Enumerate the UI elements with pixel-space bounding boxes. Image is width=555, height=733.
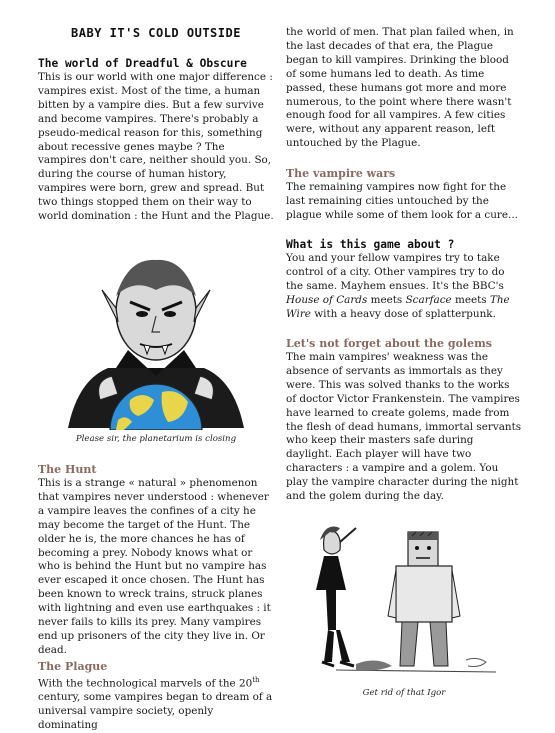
plague-superscript: th (252, 676, 260, 684)
section-text-game (286, 252, 522, 322)
page-title: BABY IT'S COLD OUTSIDE (71, 26, 241, 40)
illustration-vampire-globe (38, 250, 274, 445)
section-heading-hunt: The Hunt (38, 463, 97, 476)
game-text-before: You and your fellow vampires try to take control of a city. Other vampires try to do the same. Mayhem ensues. It's the BBC's (286, 252, 505, 292)
section-text-hunt: This is a strange « natural » phenomenon that vampires never understood : whenever a vampire leaves the confines of a city he may become the target of the Hunt. The older he is, the more chances he has of becoming a prey. Nobody knows what or who is behind the Hunt but no vampire has ever escaped it once chosen. The Hunt has been known to wreck trains, struck planes with lightning and even use earthquakes : it never fails to kills its prey. Many vampires end up prisoners of the city they live in. Or dead. (38, 477, 271, 656)
game-text-mid1: meets (367, 293, 406, 306)
vampire-globe-drawing (38, 250, 274, 430)
section-text-plague (38, 674, 274, 733)
section-world (38, 57, 274, 224)
section-wars (286, 167, 522, 223)
section-golems (286, 337, 522, 504)
section-heading-golems: Let's not forget about the golems (286, 337, 492, 350)
section-text-golems: The main vampires' weakness was the absence of servants as immortals as they were. This was solved thanks to the works of doctor Victor Frankenstein. The vampires have learned to create golems, made from the flesh of dead humans, immortal servants who keep their masters safe during daylight. Each player will have two characters : a vampire and a golem. You play the vampire character during the night and the golem during the day. (286, 351, 522, 503)
caption-planetarium: Please sir, the planetarium is closing (75, 434, 237, 444)
game-italic-house-of-cards: House of Cards (286, 293, 368, 306)
section-heading-game: What is this game about ? (286, 238, 455, 251)
caption-igor: Get rid of that Igor (362, 688, 446, 698)
section-plague (38, 660, 274, 733)
section-hunt (38, 463, 274, 658)
section-heading-plague: The Plague (38, 660, 108, 673)
section-heading-world: The world of Dreadful & Obscure (38, 57, 247, 70)
game-italic-the-wire: The Wire (286, 293, 510, 320)
section-game (286, 238, 522, 322)
vampire-igor-drawing (296, 520, 512, 680)
section-heading-wars: The vampire wars (286, 167, 396, 180)
plague-text-before: With the technological marvels of the 20 (38, 677, 253, 690)
plague-text-after: century, some vampires began to dream of a universal vampire society, openly dominating (38, 691, 273, 732)
section-plague-continued (286, 26, 522, 151)
game-text-mid2: meets (451, 293, 490, 306)
illustration-vampire-igor (296, 520, 512, 699)
section-text-plague-continued: the world of men. That plan failed when, in the last decades of that era, the Plague began to kill vampires. Drinking the blood of some humans led to death. As time passed, these humans got more and more numerous, to the point where there wasn't enough food for all vampires. A few cities were, without any apparent reason, left untouched by the Plague. (286, 26, 514, 150)
section-text-world: This is our world with one major difference : vampires exist. Most of the time, a human bitten by a vampire dies. But a few survive and become vampires. There's probably a pseudo-medical reason for this, something about recessive genes maybe ? The vampires don't care, neither should you. So, during the course of human history, vampires were born, grew and spread. But two things stopped them on their way to world domination : the Hunt and the Plague. (38, 71, 274, 223)
game-italic-scarface: Scarface (405, 293, 452, 306)
section-text-wars: The remaining vampires now fight for the last remaining cities untouched by the plague while some of them look for a cure... (286, 181, 518, 221)
game-text-after: with a heavy dose of splatterpunk. (310, 307, 496, 320)
